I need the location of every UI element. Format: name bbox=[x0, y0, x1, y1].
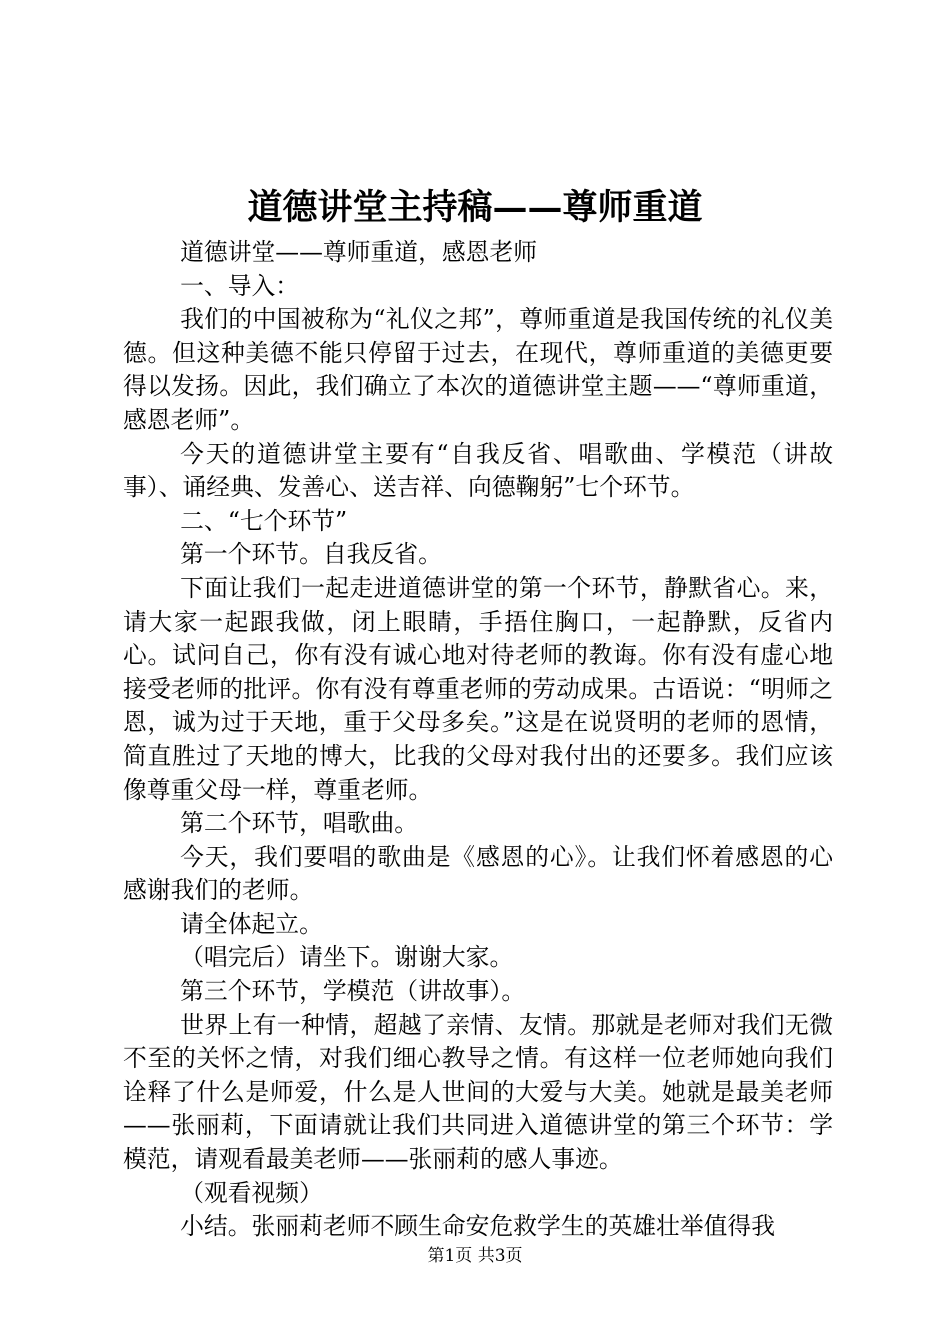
paragraph: 今天的道德讲堂主要有“自我反省、唱歌曲、学模范（讲故事）、诵经典、发善心、送吉祥、向德鞠躬”七个环节。 bbox=[123, 439, 833, 502]
paragraph: 今天，我们要唱的歌曲是《感恩的心》。让我们怀着感恩的心感谢我们的老师。 bbox=[123, 842, 833, 905]
paragraph: 世界上有一种情，超越了亲情、友情。那就是老师对我们无微不至的关怀之情，对我们细心教导之情。有这样一位老师她向我们诠释了什么是师爱，什么是人世间的大爱与大美。她就是最美老师——张丽莉，下面请就让我们共同进入道德讲堂的第三个环节：学模范，请观看最美老师——张丽莉的感人事迹。 bbox=[123, 1010, 833, 1174]
paragraph: 第一个环节。自我反省。 bbox=[180, 540, 442, 569]
paragraph: 小结。张丽莉老师不顾生命安危救学生的英雄壮举值得我 bbox=[180, 1212, 776, 1241]
paragraph: 我们的中国被称为“礼仪之邦”，尊师重道是我国传统的礼仪美德。但这种美德不能只停留于过去，在现代，尊师重道的美德更要得以发扬。因此，我们确立了本次的道德讲堂主题——“尊师重道，感恩老师”。 bbox=[123, 305, 833, 434]
paragraph: 下面让我们一起走进道德讲堂的第一个环节，静默省心。来，请大家一起跟我做，闭上眼睛，手捂住胸口，一起静默，反省内心。试问自己，你有没有诚心地对待老师的教诲。你有没有虚心地接受老师的批评。你有没有尊重老师的劳动成果。古语说：“明师之恩，诚为过于天地，重于父母多矣。”这是在说贤明的老师的恩情，简直胜过了天地的博大，比我的父母对我付出的还要多。我们应该像尊重父母一样，尊重老师。 bbox=[123, 573, 833, 804]
paragraph: 第二个环节，唱歌曲。 bbox=[180, 809, 419, 838]
paragraph: 请全体起立。 bbox=[180, 909, 323, 938]
paragraph: （观看视频） bbox=[180, 1178, 323, 1207]
paragraph: （唱完后）请坐下。谢谢大家。 bbox=[180, 943, 514, 972]
paragraph-section-2-heading: 二、“七个环节” bbox=[180, 506, 348, 535]
document-body bbox=[123, 236, 833, 1244]
document-title: 道德讲堂主持稿——尊师重道 bbox=[247, 187, 703, 228]
page-footer: 第1页 共3页 bbox=[427, 1246, 523, 1266]
paragraph-subtitle: 道德讲堂——尊师重道，感恩老师 bbox=[180, 238, 538, 266]
paragraph-section-1-heading: 一、导入： bbox=[180, 271, 300, 300]
paragraph: 第三个环节，学模范（讲故事）。 bbox=[180, 977, 526, 1006]
